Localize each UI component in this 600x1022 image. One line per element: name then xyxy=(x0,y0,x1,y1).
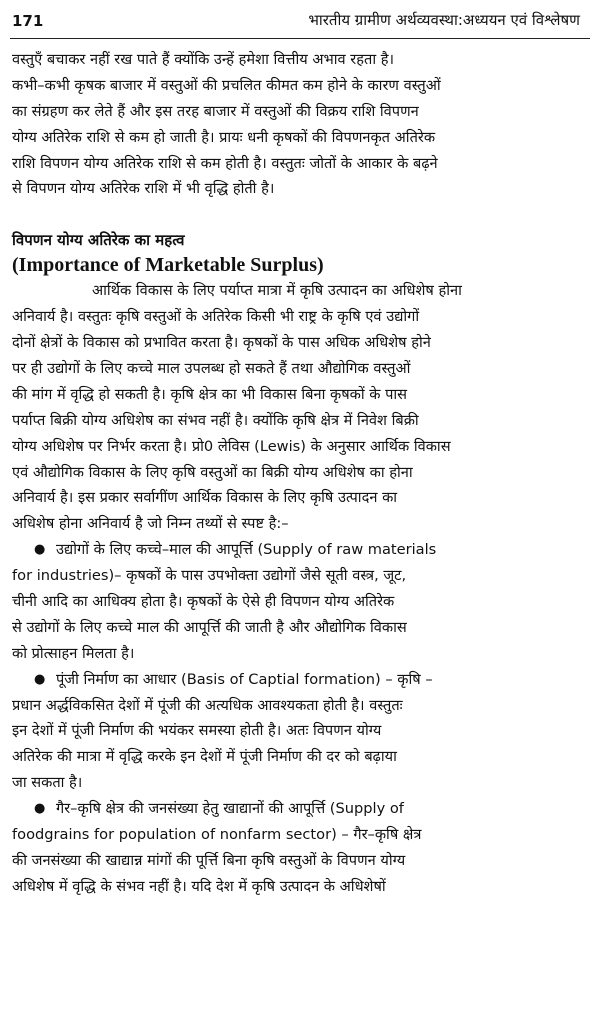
bullet-list xyxy=(12,537,588,899)
page-number: 171 xyxy=(12,12,44,30)
bullet-item xyxy=(12,667,588,796)
text-line: की मांग में वृद्धि हो सकती है। कृषि क्षेत्र का भी विकास बिना कृषकों के पास xyxy=(12,385,408,403)
running-title: भारतीय ग्रामीण अर्थव्यवस्था:अध्ययन एवं विश्लेषण xyxy=(308,11,580,29)
bullet-first-line xyxy=(12,537,588,563)
heading-english: (Importance of Marketable Surplus) xyxy=(12,254,324,277)
bullet-marker: ● xyxy=(34,801,46,817)
text-line: अनिवार्य है। इस प्रकार सर्वागींण आर्थिक विकास के लिए कृषि उत्पादन का xyxy=(12,489,398,507)
text-line: से उद्योगों के लिए कच्चे माल की आपूर्त्ति की जाती है और औद्योगिक विकास xyxy=(12,618,407,636)
text-line: for industries)– कृषकों के पास उपभोक्ता उद्योगों जैसे सूती वस्त्र, जूट, xyxy=(12,567,407,585)
text-line: चीनी आदि का आधिक्य होता है। कृषकों के ऐसे ही विपणन योग्य अतिरेक xyxy=(12,593,395,611)
page-header xyxy=(10,0,590,39)
text-line: अधिशेष होना अनिवार्य है जो निम्न तथ्यों से स्पष्ट है:– xyxy=(12,515,289,533)
text-line: एवं औद्योगिक विकास के लिए कृषि वस्तुओं का बिक्री योग्य अधिशेष का होना xyxy=(12,463,413,481)
text-line: अधिशेष में वृद्धि के संभव नहीं है। यदि देश में कृषि उत्पादन के अधिशेषों xyxy=(12,877,386,895)
bullet-text: उद्योगों के लिए कच्चे–माल की आपूर्त्ति (Supply of raw materials xyxy=(56,541,437,559)
section-heading xyxy=(12,228,588,278)
text-line: foodgrains for population of nonfarm sector) – गैर–कृषि क्षेत्र xyxy=(12,826,422,844)
text-line: दोनों क्षेत्रों के विकास को प्रभावित करता है। कृषकों के पास अधिक अधिशेष होने xyxy=(12,334,431,352)
heading-hindi: विपणन योग्य अतिरेक का महत्व xyxy=(12,231,185,250)
bullet-first-line xyxy=(12,667,588,693)
section-spacer xyxy=(12,202,588,228)
bullet-marker: ● xyxy=(34,671,46,687)
text-line: कभी–कभी कृषक बाजार में वस्तुओं की प्रचलित कीमत कम होने के कारण वस्तुओं xyxy=(12,76,441,94)
text-line: पर ही उद्योगों के लिए कच्चे माल उपलब्ध हो सकते हैं तथा औद्योगिक वस्तुओं xyxy=(12,360,411,378)
text-line: जा सकता है। xyxy=(12,774,83,792)
paragraph-continuation xyxy=(12,47,588,202)
bullet-item xyxy=(12,796,588,900)
text-line: से विपणन योग्य अतिरेक राशि में भी वृद्धि होती है। xyxy=(12,180,275,198)
text-line: पर्याप्त बिक्री योग्य अधिशेष का संभव नहीं है। क्योंकि कृषि क्षेत्र में निवेश बिक्री xyxy=(12,411,419,429)
text-line: इन देशों में पूंजी निर्माण की भयंकर समस्या होती है। अतः विपणन योग्य xyxy=(12,722,382,740)
bullet-text: पूंजी निर्माण का आधार (Basis of Captial formation) – कृषि – xyxy=(56,670,433,688)
bullet-first-line xyxy=(12,796,588,822)
text-line: की जनसंख्या की खाद्यान्न मांगों की पूर्त्ति बिना कृषि वस्तुओं के विपणन योग्य xyxy=(12,851,406,869)
text-line: अतिरेक की मात्रा में वृद्धि करके इन देशों में पूंजी निर्माण की दर को बढ़ाया xyxy=(12,748,397,766)
bullet-item xyxy=(12,537,588,666)
text-line: राशि विपणन योग्य अतिरेक राशि से कम होती है। वस्तुतः जोतों के आकार के बढ़ने xyxy=(12,154,438,172)
text-line: योग्य अधिशेष पर निर्भर करता है। प्रो0 लेविस (Lewis) के अनुसार आर्थिक विकास xyxy=(12,437,451,455)
bullet-text: गैर–कृषि क्षेत्र की जनसंख्या हेतु खाद्यानों की आपूर्त्ति (Supply of xyxy=(56,800,404,818)
text-line: अनिवार्य है। वस्तुतः कृषि वस्तुओं के अतिरेक किसी भी राष्ट्र के कृषि एवं उद्योगों xyxy=(12,308,420,326)
text-line: को प्रोत्साहन मिलता है। xyxy=(12,644,135,662)
text-line: आर्थिक विकास के लिए पर्याप्त मात्रा में कृषि उत्पादन का अधिशेष होना xyxy=(92,282,462,300)
bullet-marker: ● xyxy=(34,542,46,558)
text-line: वस्तुएँ बचाकर नहीं रख पाते हैं क्योंकि उन्हें हमेशा वित्तीय अभाव रहता है। xyxy=(12,51,395,68)
text-line: का संग्रहण कर लेते हैं और इस तरह बाजार में वस्तुओं की विक्रय राशि विपणन xyxy=(12,102,419,120)
text-line: प्रधान अर्द्धविकसित देशों में पूंजी की अत्यधिक आवश्यकता होती है। वस्तुतः xyxy=(12,696,403,714)
text-line: योग्य अतिरेक राशि से कम हो जाती है। प्रायः धनी कृषकों की विपणनकृत अतिरेक xyxy=(12,128,436,146)
paragraph-importance xyxy=(12,278,588,537)
